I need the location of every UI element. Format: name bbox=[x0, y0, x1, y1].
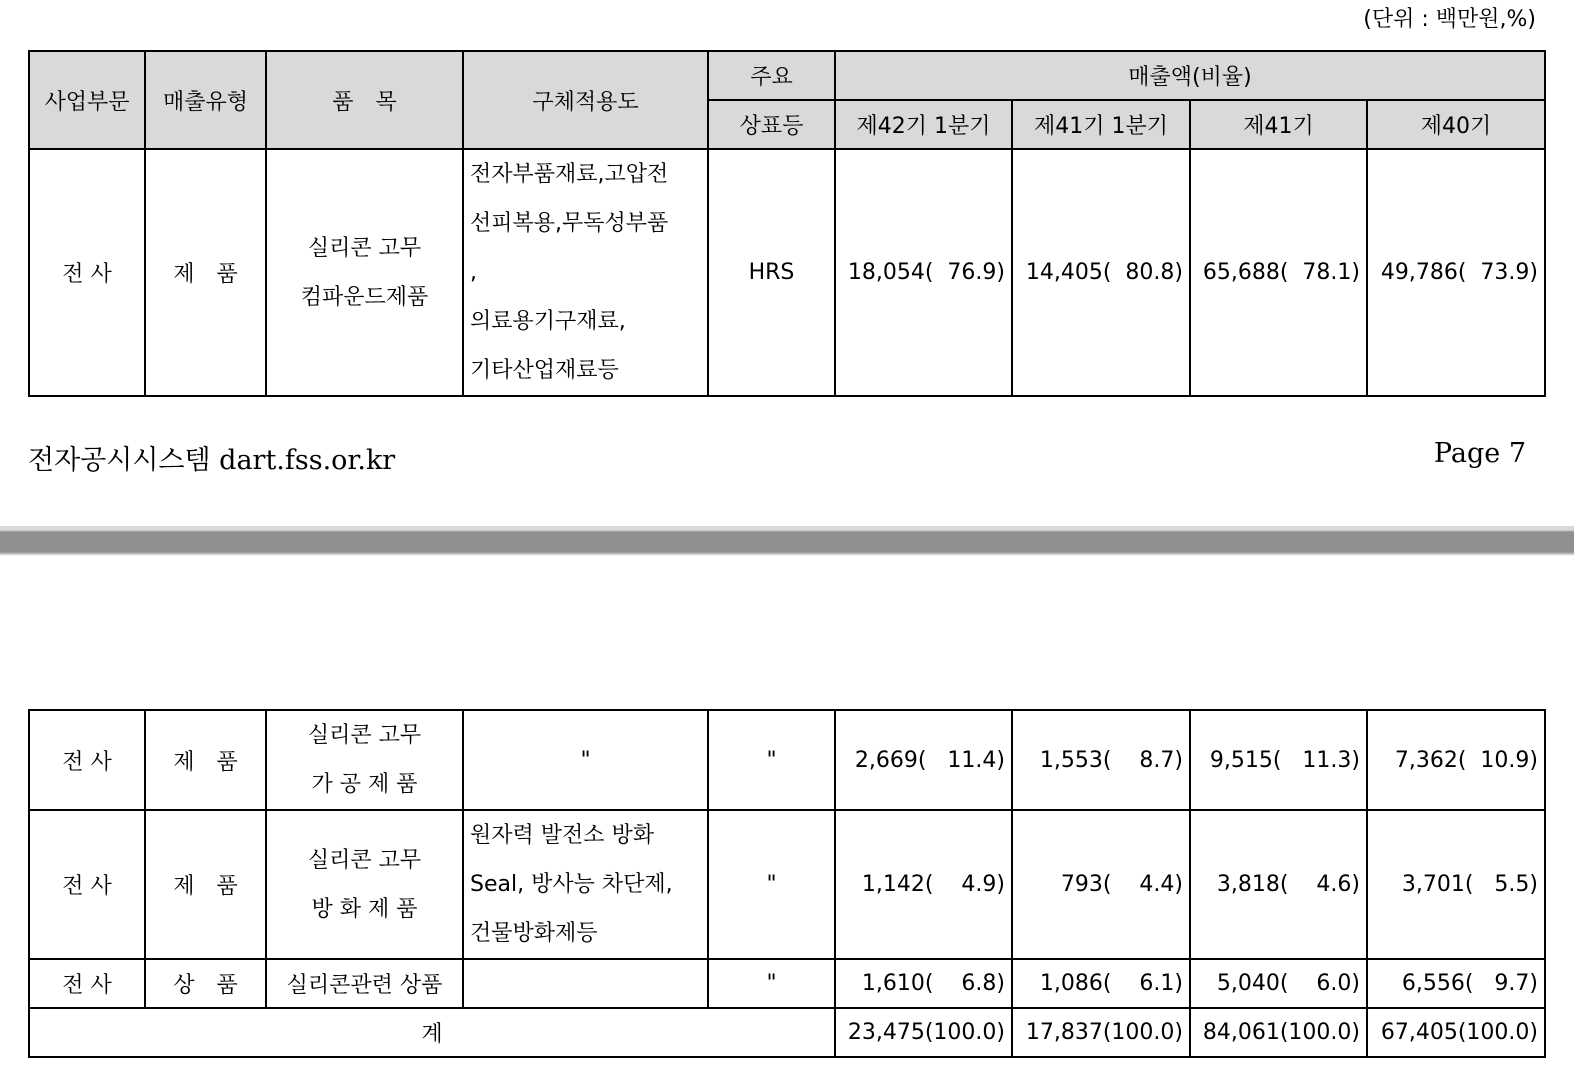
sales-type-cell: 제 품 bbox=[145, 810, 266, 959]
usage-cell: 전자부품재료,고압전 선피복용,무독성부품 , 의료용기구재료, 기타산업재료등 bbox=[463, 149, 708, 396]
table-row bbox=[29, 810, 1545, 959]
value-cell: 1,142( 4.9) bbox=[835, 810, 1012, 959]
sales-table-part1 bbox=[28, 50, 1546, 397]
total-value: 17,837(100.0) bbox=[1012, 1008, 1190, 1057]
brand-cell: " bbox=[708, 710, 835, 810]
item-cell: 실리콘 고무 방 화 제 품 bbox=[266, 810, 463, 959]
total-label: 계 bbox=[29, 1008, 835, 1057]
value-cell: 2,669( 11.4) bbox=[835, 710, 1012, 810]
table-row bbox=[29, 710, 1545, 810]
header-segment: 사업부문 bbox=[29, 51, 145, 149]
footer-page-number: Page 7 bbox=[1433, 438, 1526, 469]
value-cell: 65,688( 78.1) bbox=[1190, 149, 1367, 396]
value-cell: 18,054( 76.9) bbox=[835, 149, 1012, 396]
header-period: 제41기 1분기 bbox=[1012, 100, 1190, 149]
total-value: 67,405(100.0) bbox=[1367, 1008, 1545, 1057]
brand-cell: " bbox=[708, 959, 835, 1008]
total-row bbox=[29, 1008, 1545, 1057]
segment-cell: 전 사 bbox=[29, 959, 145, 1008]
total-value: 84,061(100.0) bbox=[1190, 1008, 1367, 1057]
item-cell: 실리콘 고무 가 공 제 품 bbox=[266, 710, 463, 810]
brand-cell: " bbox=[708, 810, 835, 959]
table-row bbox=[29, 149, 1545, 396]
value-cell: 3,818( 4.6) bbox=[1190, 810, 1367, 959]
sales-type-cell: 제 품 bbox=[145, 149, 266, 396]
segment-cell: 전 사 bbox=[29, 710, 145, 810]
footer-site: 전자공시시스템 dart.fss.or.kr bbox=[28, 445, 396, 476]
header-usage: 구체적용도 bbox=[463, 51, 708, 149]
value-cell: 14,405( 80.8) bbox=[1012, 149, 1190, 396]
value-cell: 6,556( 9.7) bbox=[1367, 959, 1545, 1008]
header-period: 제40기 bbox=[1367, 100, 1545, 149]
total-value: 23,475(100.0) bbox=[835, 1008, 1012, 1057]
sales-type-cell: 상 품 bbox=[145, 959, 266, 1008]
item-cell: 실리콘관련 상품 bbox=[266, 959, 463, 1008]
table-row bbox=[29, 959, 1545, 1008]
value-cell: 1,086( 6.1) bbox=[1012, 959, 1190, 1008]
value-cell: 9,515( 11.3) bbox=[1190, 710, 1367, 810]
value-cell: 793( 4.4) bbox=[1012, 810, 1190, 959]
value-cell: 3,701( 5.5) bbox=[1367, 810, 1545, 959]
value-cell: 49,786( 73.9) bbox=[1367, 149, 1545, 396]
header-brand-top: 주요 bbox=[708, 51, 835, 100]
value-cell: 7,362( 10.9) bbox=[1367, 710, 1545, 810]
header-period: 제41기 bbox=[1190, 100, 1367, 149]
brand-cell: HRS bbox=[708, 149, 835, 396]
usage-cell: 원자력 발전소 방화 Seal, 방사능 차단제, 건물방화제등 bbox=[463, 810, 708, 959]
sales-table-part2 bbox=[28, 709, 1546, 1058]
value-cell: 1,553( 8.7) bbox=[1012, 710, 1190, 810]
usage-cell: " bbox=[463, 710, 708, 810]
usage-cell bbox=[463, 959, 708, 1008]
sales-type-cell: 제 품 bbox=[145, 710, 266, 810]
value-cell: 1,610( 6.8) bbox=[835, 959, 1012, 1008]
header-sales-type: 매출유형 bbox=[145, 51, 266, 149]
header-item: 품 목 bbox=[266, 51, 463, 149]
segment-cell: 전 사 bbox=[29, 810, 145, 959]
item-cell: 실리콘 고무 컴파운드제품 bbox=[266, 149, 463, 396]
segment-cell: 전 사 bbox=[29, 149, 145, 396]
header-brand-bottom: 상표등 bbox=[708, 100, 835, 149]
value-cell: 5,040( 6.0) bbox=[1190, 959, 1367, 1008]
header-period: 제42기 1분기 bbox=[835, 100, 1012, 149]
unit-note: (단위 : 백만원,%) bbox=[1363, 7, 1536, 32]
page-separator bbox=[0, 526, 1574, 556]
header-sales-group: 매출액(비율) bbox=[835, 51, 1545, 100]
